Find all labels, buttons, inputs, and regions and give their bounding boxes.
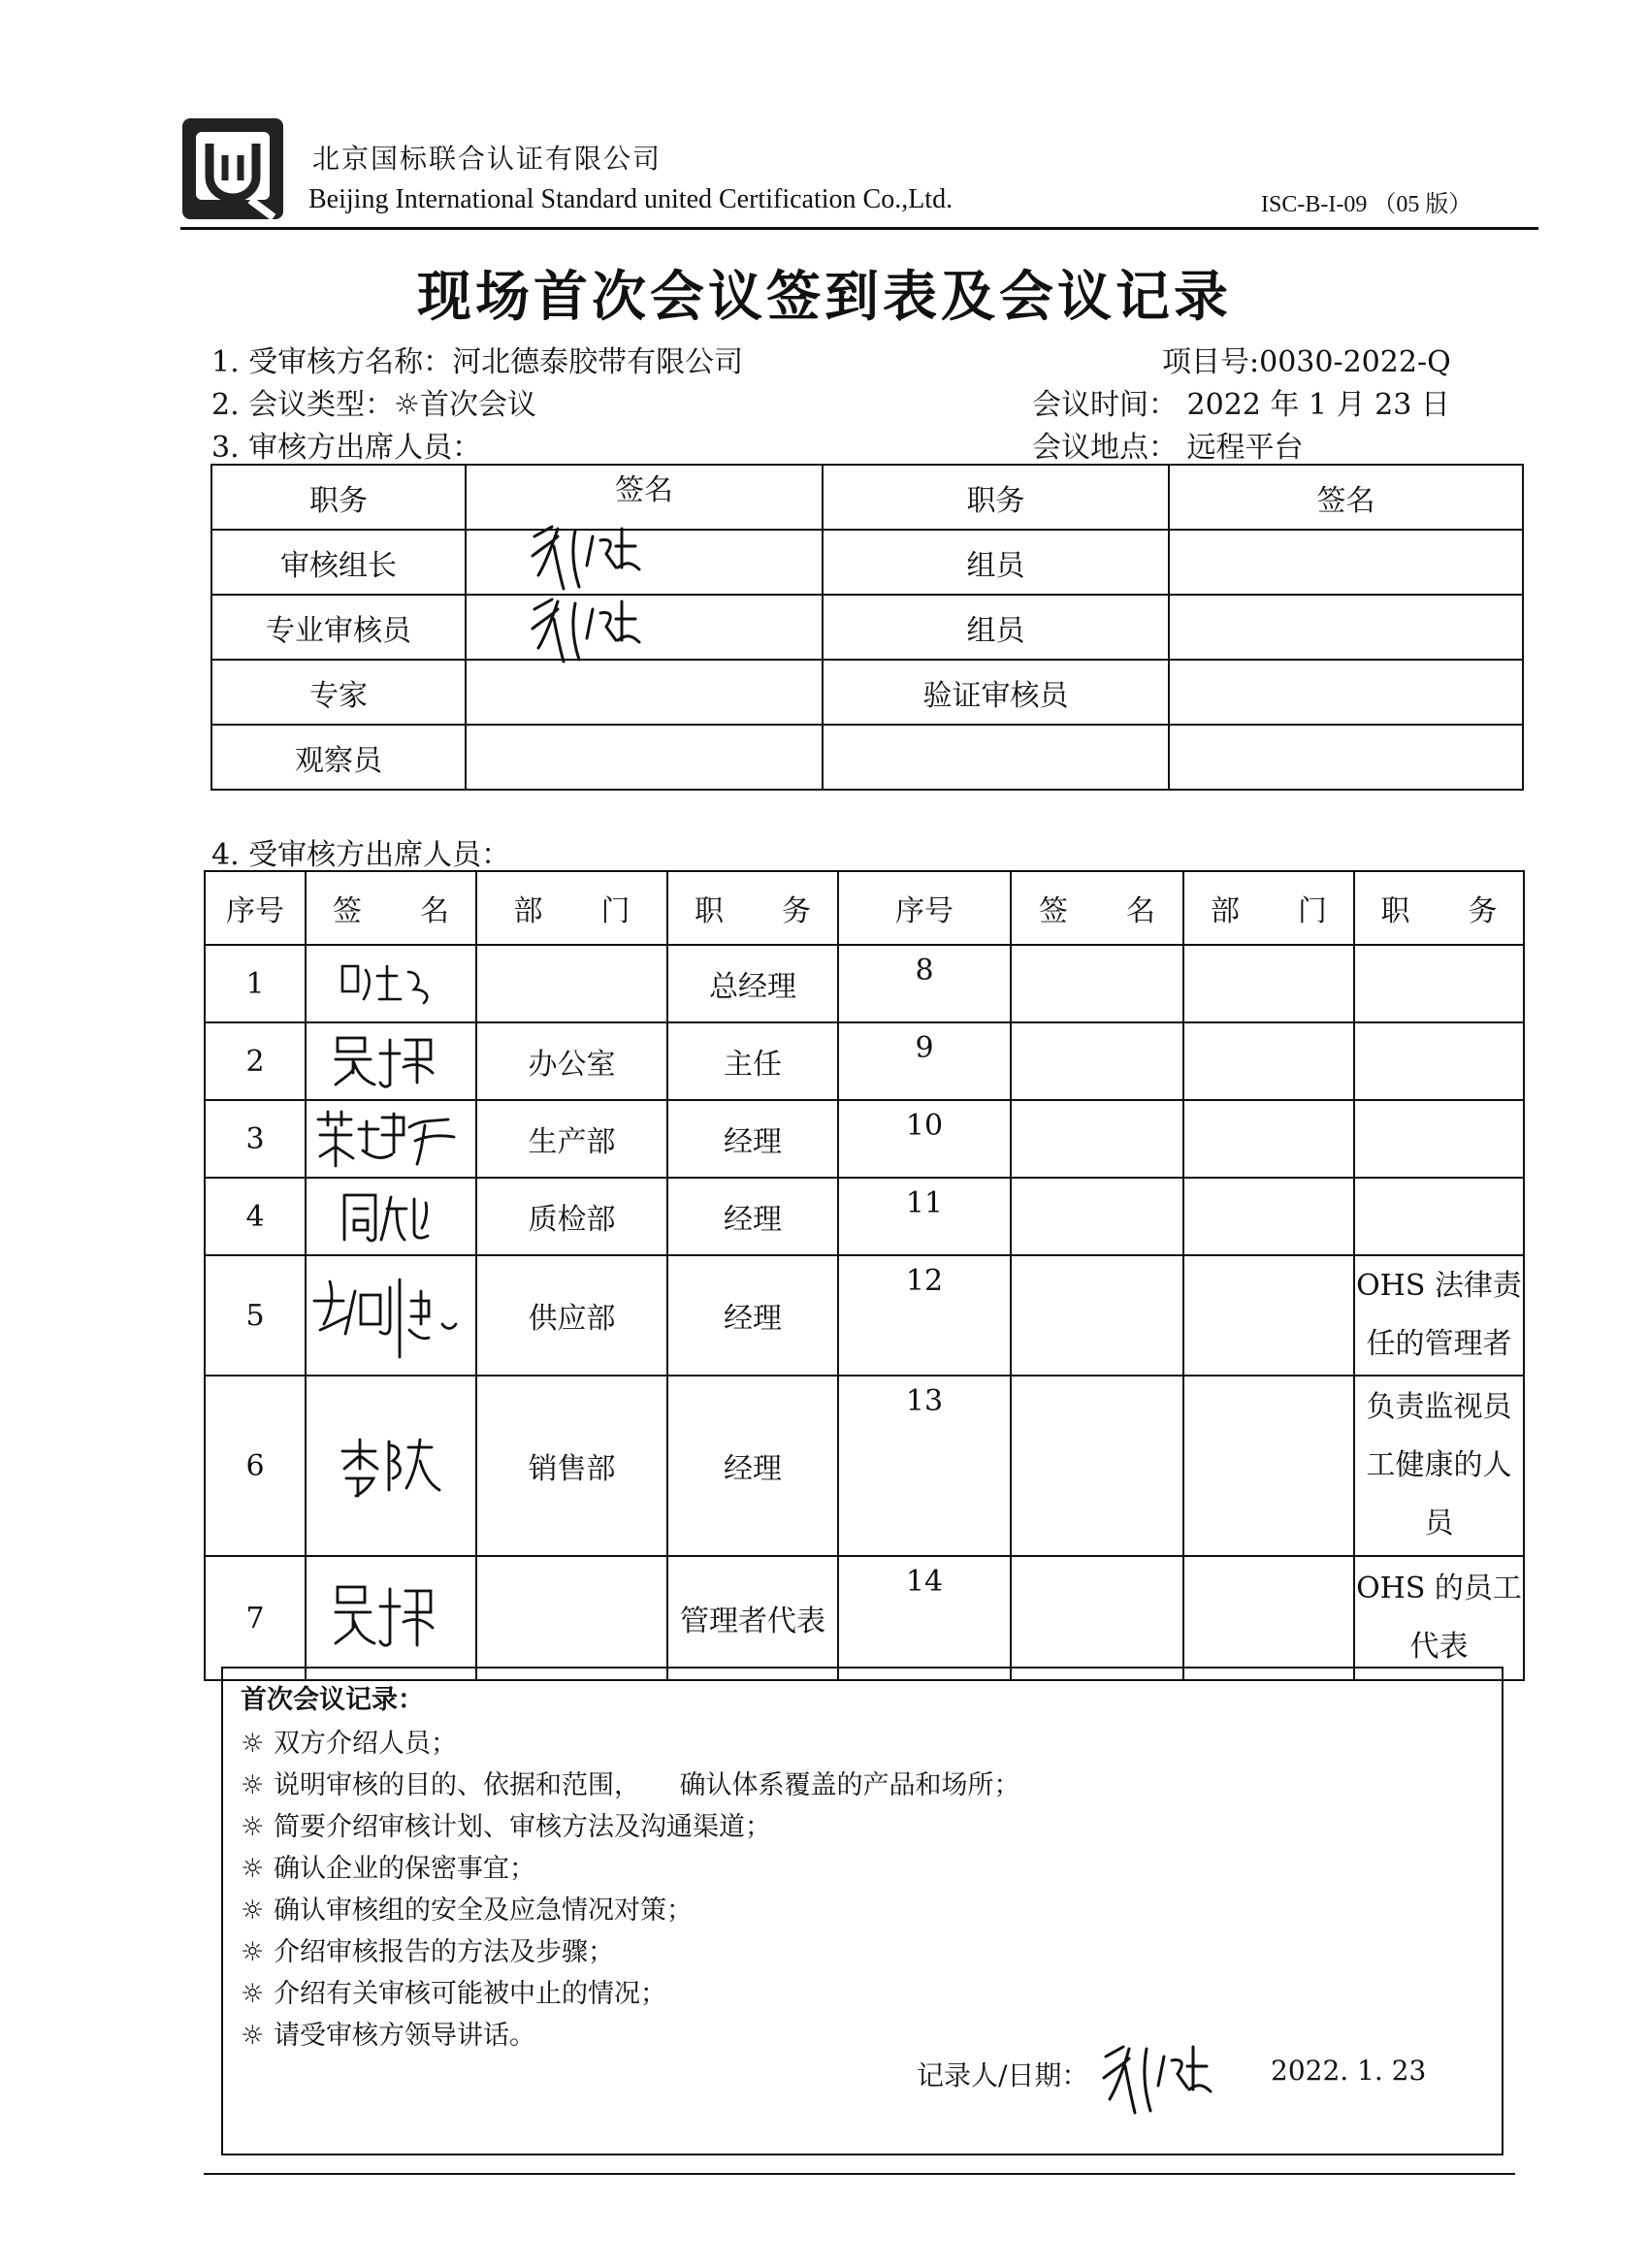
- list-item: ☼ 说明审核的目的、依据和范围， 确认体系覆盖的产品和场所；: [241, 1770, 1020, 1800]
- handwritten-signature: [307, 1262, 481, 1369]
- handwritten-signature: [308, 1108, 473, 1170]
- sun-bullet-icon: ☼: [241, 1854, 265, 1884]
- table-row: [211, 530, 1523, 595]
- role-cell: [823, 725, 1169, 790]
- duty-cell: 主任: [667, 1022, 838, 1100]
- seq-cell: 11: [838, 1178, 1011, 1255]
- sun-bullet-icon: ☼: [241, 1812, 265, 1842]
- seq-cell: 14: [838, 1556, 1011, 1680]
- meeting-place: 会议地点： 远程平台: [1032, 431, 1304, 465]
- sun-bullet-icon: ☼: [241, 1895, 265, 1926]
- signature-cell: [306, 945, 476, 1022]
- signature-cell: [1011, 1178, 1183, 1255]
- role-cell: 观察员: [211, 725, 466, 790]
- role-cell: 组员: [823, 530, 1169, 595]
- auditor-attendance-table: [210, 464, 1524, 791]
- sun-bullet-icon: ☼: [241, 1937, 265, 1967]
- header-cell: 部 门: [1183, 871, 1354, 945]
- table-row: [205, 1022, 1524, 1100]
- list-item: ☼ 请受审核方领导讲话。: [241, 2021, 535, 2051]
- duty-cell: 经理: [667, 1100, 838, 1178]
- handwritten-signature: [333, 1432, 449, 1500]
- seq-cell: 8: [838, 945, 1011, 1022]
- seq-cell: 2: [205, 1022, 306, 1100]
- dept-cell: [1183, 1255, 1354, 1376]
- dept-cell: 供应部: [476, 1255, 667, 1376]
- recorder-label: 记录人/日期：: [917, 2059, 1089, 2091]
- signature-cell: [466, 595, 823, 660]
- dept-cell: [1183, 1100, 1354, 1178]
- meeting-notes-title: 首次会议记录：: [241, 1685, 424, 1715]
- seq-cell: 10: [838, 1100, 1011, 1178]
- table-row: [205, 1100, 1524, 1178]
- table-row: [205, 1556, 1524, 1680]
- header-cell: 部 门: [476, 871, 667, 945]
- document-title: 现场首次会议签到表及会议记录: [417, 266, 1232, 329]
- dept-cell: 质检部: [476, 1178, 667, 1255]
- sun-bullet-icon: ☼: [241, 1770, 265, 1800]
- header-cell: 序号: [205, 871, 306, 945]
- sun-bullet-icon: ☼: [241, 1979, 265, 2009]
- seq-cell: 5: [205, 1255, 306, 1376]
- signature-cell: [1011, 1376, 1183, 1556]
- handwritten-signature: [525, 580, 690, 667]
- dept-cell: 生产部: [476, 1100, 667, 1178]
- table-row: [205, 1178, 1524, 1255]
- duty-cell: 管理者代表: [667, 1556, 838, 1680]
- table-row: [205, 1376, 1524, 1556]
- handwritten-signature: [333, 956, 449, 1011]
- signature-cell: [1169, 530, 1523, 595]
- role-cell: 专家: [211, 660, 466, 725]
- table-header-row: [211, 465, 1523, 530]
- header-cell: 职 务: [667, 871, 838, 945]
- duty-cell: [1354, 1178, 1524, 1255]
- table-header-row: [205, 871, 1524, 945]
- duty-cell: OHS 的员工代表: [1354, 1556, 1524, 1680]
- header-cell: 职务: [211, 465, 466, 530]
- signature-cell: [306, 1556, 476, 1680]
- form-code: ISC-B-I-09 （05 版）: [1261, 192, 1472, 217]
- duty-cell: 负责监视员工健康的人员: [1354, 1376, 1524, 1556]
- signature-cell: [306, 1022, 476, 1100]
- handwritten-signature: [328, 1579, 454, 1657]
- table-row: [205, 945, 1524, 1022]
- signature-cell: [1169, 725, 1523, 790]
- seq-cell: 1: [205, 945, 306, 1022]
- dept-cell: [1183, 1178, 1354, 1255]
- sun-bullet-icon: ☼: [241, 2021, 265, 2051]
- signature-cell: [306, 1178, 476, 1255]
- meeting-type-line: 2. 会议类型：☼首次会议: [211, 388, 537, 422]
- meeting-time: 会议时间： 2022 年 1 月 23 日: [1032, 388, 1450, 422]
- duty-cell: 经理: [667, 1178, 838, 1255]
- list-item: ☼ 介绍有关审核可能被中止的情况；: [241, 1979, 666, 2009]
- signature-cell: [306, 1100, 476, 1178]
- dept-cell: [1183, 945, 1354, 1022]
- dept-cell: [1183, 1376, 1354, 1556]
- signature-cell: [306, 1255, 476, 1376]
- role-cell: 验证审核员: [823, 660, 1169, 725]
- table-row: [211, 660, 1523, 725]
- seq-cell: 6: [205, 1376, 306, 1556]
- seq-cell: 9: [838, 1022, 1011, 1100]
- signature-cell: [1011, 1022, 1183, 1100]
- seq-cell: 3: [205, 1100, 306, 1178]
- seq-cell: 13: [838, 1376, 1011, 1556]
- record-date: 2022. 1. 23: [1271, 2055, 1427, 2087]
- role-cell: 审核组长: [211, 530, 466, 595]
- footer-divider: [204, 2173, 1515, 2175]
- dept-cell: [476, 945, 667, 1022]
- duty-cell: 经理: [667, 1255, 838, 1376]
- header-cell: 序号: [838, 871, 1011, 945]
- list-item: ☼ 介绍审核报告的方法及步骤；: [241, 1937, 614, 1967]
- auditee-attendance-table: [204, 870, 1525, 1681]
- list-item: ☼ 确认审核组的安全及应急情况对策；: [241, 1895, 693, 1926]
- seq-cell: 7: [205, 1556, 306, 1680]
- signature-cell: [466, 725, 823, 790]
- signature-cell: [1169, 660, 1523, 725]
- duty-cell: [1354, 1100, 1524, 1178]
- duty-cell: OHS 法律责任的管理者: [1354, 1255, 1524, 1376]
- signature-cell: [1011, 1100, 1183, 1178]
- signature-cell: [1011, 945, 1183, 1022]
- role-cell: 组员: [823, 595, 1169, 660]
- header-cell: 签 名: [1011, 871, 1183, 945]
- recorder-signature: [1096, 2024, 1261, 2121]
- sun-bullet-icon: ☼: [241, 1729, 265, 1759]
- signature-cell: [306, 1376, 476, 1556]
- dept-cell: 销售部: [476, 1376, 667, 1556]
- auditee-attendees-heading: 4. 受审核方出席人员：: [211, 838, 511, 872]
- auditee-name-line: 1. 受审核方名称：河北德泰胶带有限公司: [211, 345, 744, 379]
- company-name-cn: 北京国标联合认证有限公司: [312, 143, 663, 175]
- handwritten-signature: [328, 1030, 454, 1092]
- table-row: [211, 595, 1523, 660]
- signature-cell: [466, 660, 823, 725]
- table-row: [205, 1255, 1524, 1376]
- list-item: ☼ 简要介绍审核计划、审核方法及沟通渠道；: [241, 1812, 771, 1842]
- header-cell: 职务: [823, 465, 1169, 530]
- dept-cell: 办公室: [476, 1022, 667, 1100]
- header-cell: 签名: [466, 465, 823, 530]
- header-divider: [180, 227, 1538, 230]
- signature-cell: [1011, 1255, 1183, 1376]
- header-cell: 职 务: [1354, 871, 1524, 945]
- duty-cell: [1354, 1022, 1524, 1100]
- seq-cell: 4: [205, 1178, 306, 1255]
- header-cell: 签 名: [306, 871, 476, 945]
- role-cell: 专业审核员: [211, 595, 466, 660]
- auditor-attendees-heading: 3. 审核方出席人员：: [211, 431, 482, 465]
- header-cell: 签名: [1169, 465, 1523, 530]
- duty-cell: 总经理: [667, 945, 838, 1022]
- signature-cell: [1169, 595, 1523, 660]
- project-number: 项目号:0030-2022-Q: [1162, 345, 1451, 379]
- dept-cell: [1183, 1022, 1354, 1100]
- company-logo: [180, 116, 285, 221]
- dept-cell: [1183, 1556, 1354, 1680]
- list-item: ☼ 确认企业的保密事宜；: [241, 1854, 535, 1884]
- seq-cell: 12: [838, 1255, 1011, 1376]
- company-name-en: Beijing International Standard united Certification Co.,Ltd.: [308, 184, 954, 214]
- dept-cell: [476, 1556, 667, 1680]
- handwritten-signature: [333, 1185, 449, 1247]
- table-row: [211, 725, 1523, 790]
- list-item: ☼ 双方介绍人员；: [241, 1729, 457, 1759]
- duty-cell: 经理: [667, 1376, 838, 1556]
- duty-cell: [1354, 945, 1524, 1022]
- signature-cell: [1011, 1556, 1183, 1680]
